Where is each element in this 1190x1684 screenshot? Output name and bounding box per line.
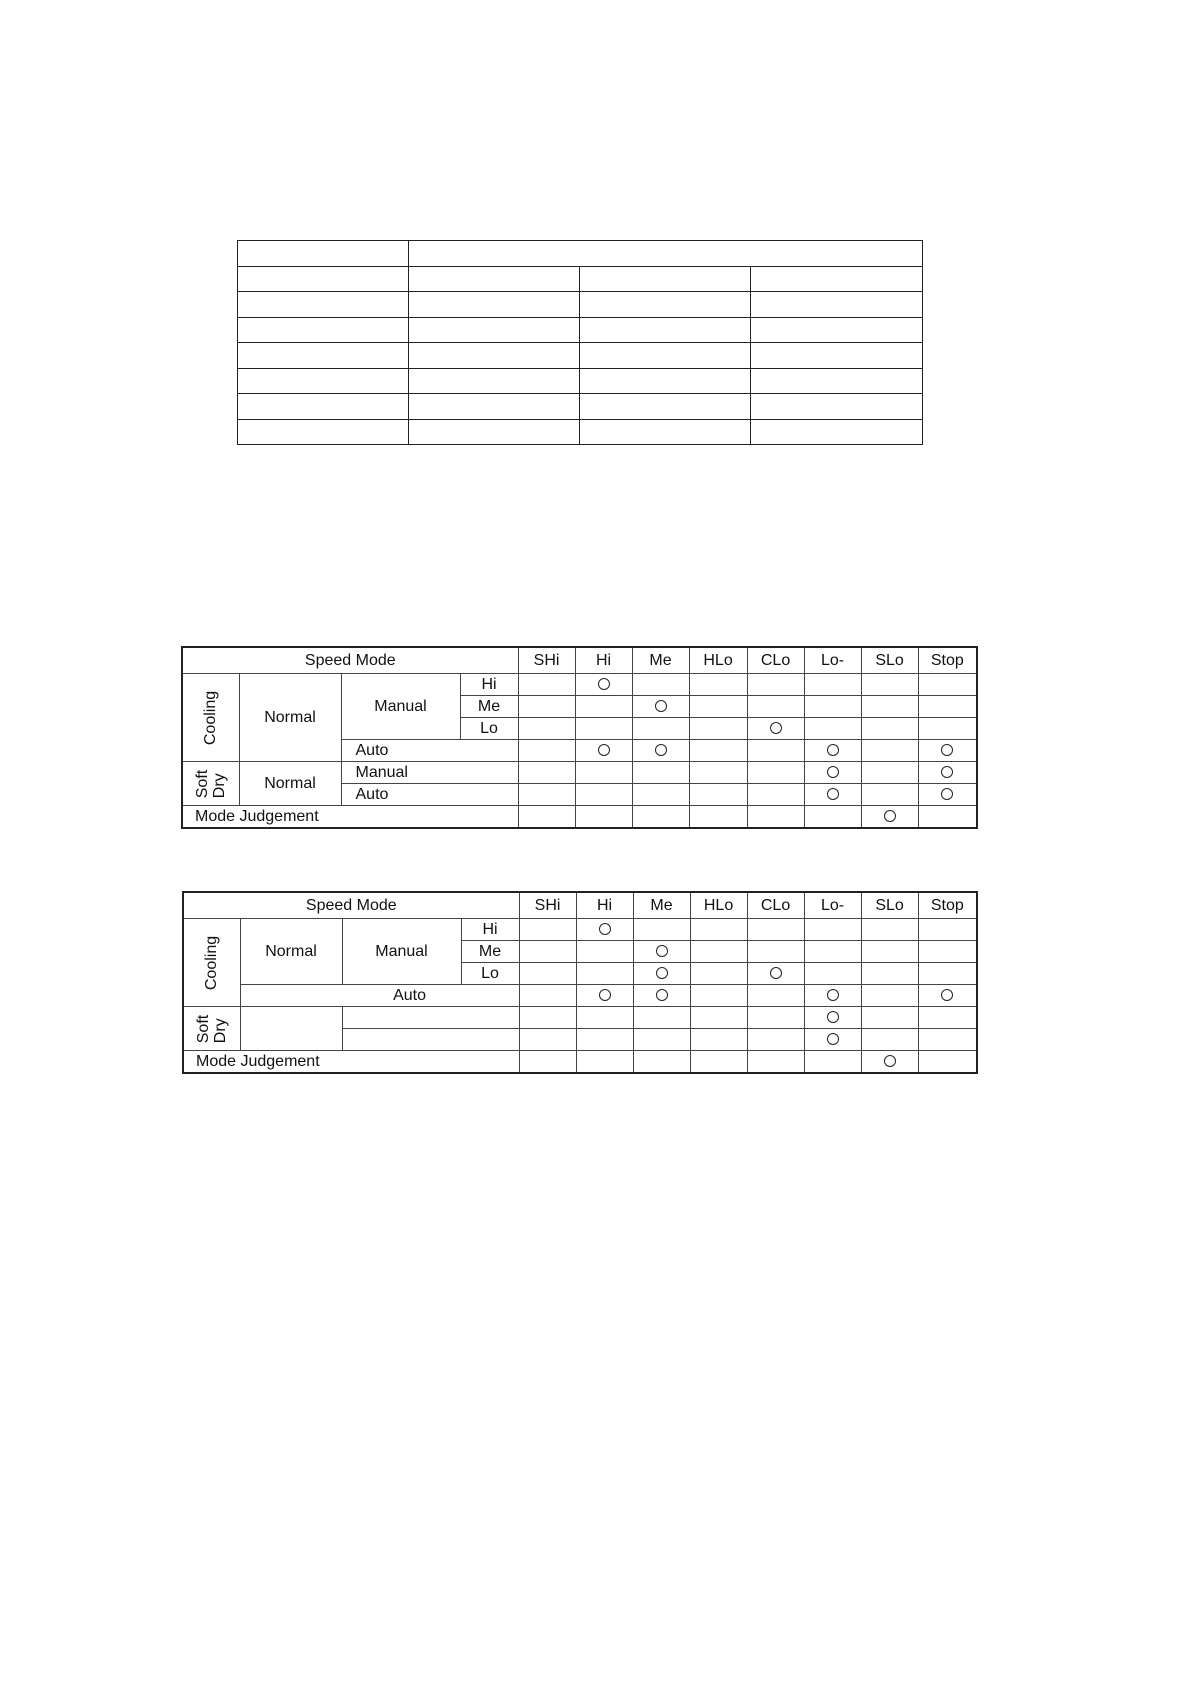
table-cell — [409, 292, 580, 318]
mark-cell — [861, 762, 918, 784]
mark-cell — [747, 1029, 804, 1051]
mark-cell — [690, 919, 747, 941]
table-cell — [409, 317, 580, 343]
table-cell — [580, 419, 751, 445]
lo-label: Lo — [460, 718, 518, 740]
table-row — [183, 985, 977, 1007]
mark-cell — [689, 696, 747, 718]
mark-cell — [747, 740, 804, 762]
circle-mark-icon — [827, 1011, 839, 1023]
mark-cell — [861, 806, 918, 829]
table-cell — [580, 394, 751, 420]
mark-cell — [804, 1007, 861, 1029]
table-cell — [238, 266, 409, 292]
mark-cell — [689, 762, 747, 784]
circle-mark-icon — [941, 766, 953, 778]
mark-cell — [576, 919, 633, 941]
cooling-cell — [182, 674, 239, 762]
mark-cell — [747, 985, 804, 1007]
mark-cell — [861, 784, 918, 806]
circle-mark-icon — [598, 744, 610, 756]
mark-cell — [804, 985, 861, 1007]
col-header-lo-minus: Lo- — [804, 647, 861, 674]
soft-label: Soft — [194, 1014, 212, 1043]
col-header-slo: SLo — [861, 892, 918, 919]
manual-label: Manual — [342, 919, 461, 985]
table-cell — [409, 368, 580, 394]
mark-cell — [519, 1029, 576, 1051]
mark-cell — [918, 1051, 977, 1074]
speed-mode-table-b — [182, 891, 978, 1074]
mode-judgement-label: Mode Judgement — [182, 806, 518, 829]
hi-label: Hi — [460, 674, 518, 696]
soft-dry-cell — [182, 762, 239, 806]
mark-cell — [519, 963, 576, 985]
mark-cell — [576, 963, 633, 985]
table-row — [183, 919, 977, 941]
dry-label: Dry — [211, 1017, 229, 1043]
circle-mark-icon — [770, 967, 782, 979]
table-cell — [409, 241, 923, 267]
circle-mark-icon — [827, 989, 839, 1001]
table-cell — [580, 368, 751, 394]
mark-cell — [575, 762, 632, 784]
speed-mode-header: Speed Mode — [182, 647, 518, 674]
mark-cell — [918, 985, 977, 1007]
mark-cell — [804, 919, 861, 941]
table-cell — [580, 317, 751, 343]
mark-cell — [804, 784, 861, 806]
circle-mark-icon — [941, 744, 953, 756]
mark-cell — [689, 740, 747, 762]
mark-cell — [633, 919, 690, 941]
mark-cell — [918, 784, 977, 806]
mark-cell — [633, 985, 690, 1007]
mark-cell — [632, 806, 689, 829]
softdry-empty-cell — [342, 1007, 519, 1029]
hi-label: Hi — [461, 919, 519, 941]
soft-label: Soft — [193, 769, 211, 798]
mark-cell — [633, 963, 690, 985]
table-cell — [751, 343, 923, 369]
circle-mark-icon — [884, 1055, 896, 1067]
circle-mark-icon — [656, 967, 668, 979]
col-header-shi: SHi — [519, 892, 576, 919]
mark-cell — [747, 1051, 804, 1074]
table-cell — [238, 419, 409, 445]
circle-mark-icon — [656, 945, 668, 957]
mark-cell — [575, 674, 632, 696]
softdry-auto-label: Auto — [341, 784, 518, 806]
mark-cell — [804, 963, 861, 985]
mark-cell — [861, 985, 918, 1007]
mark-cell — [861, 696, 918, 718]
table-row — [182, 762, 977, 784]
table-cell — [580, 343, 751, 369]
table-cell — [238, 343, 409, 369]
table-row — [238, 419, 923, 445]
mark-cell — [747, 762, 804, 784]
mark-cell — [861, 1029, 918, 1051]
mark-cell — [918, 1029, 977, 1051]
mark-cell — [747, 919, 804, 941]
mark-cell — [690, 1029, 747, 1051]
mark-cell — [690, 941, 747, 963]
col-header-shi: SHi — [518, 647, 575, 674]
table-cell — [751, 394, 923, 420]
mark-cell — [575, 696, 632, 718]
cooling-cell — [183, 919, 240, 1007]
mark-cell — [632, 718, 689, 740]
mark-cell — [690, 963, 747, 985]
mark-cell — [689, 718, 747, 740]
circle-mark-icon — [827, 788, 839, 800]
table-row — [182, 674, 977, 696]
table-cell — [580, 266, 751, 292]
mark-cell — [918, 674, 977, 696]
mark-cell — [519, 985, 576, 1007]
mark-cell — [633, 941, 690, 963]
circle-mark-icon — [827, 1033, 839, 1045]
col-header-me: Me — [632, 647, 689, 674]
table-cell — [409, 343, 580, 369]
mark-cell — [519, 1051, 576, 1074]
mark-cell — [861, 1007, 918, 1029]
col-header-hi: Hi — [576, 892, 633, 919]
circle-mark-icon — [655, 700, 667, 712]
mark-cell — [689, 784, 747, 806]
col-header-hi: Hi — [575, 647, 632, 674]
mark-cell — [861, 1051, 918, 1074]
circle-mark-icon — [599, 989, 611, 1001]
lo-label: Lo — [461, 963, 519, 985]
table-row — [183, 1007, 977, 1029]
mark-cell — [518, 718, 575, 740]
softdry-empty-cell — [342, 1029, 519, 1051]
col-header-lo-minus: Lo- — [804, 892, 861, 919]
mark-cell — [689, 806, 747, 829]
mark-cell — [861, 740, 918, 762]
mark-cell — [575, 718, 632, 740]
mark-cell — [689, 674, 747, 696]
mark-cell — [632, 784, 689, 806]
table-cell — [238, 317, 409, 343]
table-cell — [751, 317, 923, 343]
circle-mark-icon — [827, 766, 839, 778]
mark-cell — [804, 718, 861, 740]
col-header-hlo: HLo — [689, 647, 747, 674]
table-cell — [580, 292, 751, 318]
table-row — [238, 241, 923, 267]
manual-label: Manual — [341, 674, 460, 740]
circle-mark-icon — [941, 989, 953, 1001]
mark-cell — [632, 696, 689, 718]
mark-cell — [518, 784, 575, 806]
mark-cell — [918, 740, 977, 762]
mark-cell — [804, 674, 861, 696]
col-header-hlo: HLo — [690, 892, 747, 919]
table-row — [238, 266, 923, 292]
mark-cell — [804, 740, 861, 762]
table-row — [238, 292, 923, 318]
table-cell — [409, 266, 580, 292]
mark-cell — [747, 718, 804, 740]
mark-cell — [518, 740, 575, 762]
circle-mark-icon — [655, 744, 667, 756]
col-header-stop: Stop — [918, 647, 977, 674]
table-cell — [751, 368, 923, 394]
mark-cell — [804, 806, 861, 829]
mark-cell — [861, 941, 918, 963]
mark-cell — [576, 941, 633, 963]
mark-cell — [575, 740, 632, 762]
mark-cell — [747, 674, 804, 696]
table-cell — [751, 292, 923, 318]
mark-cell — [632, 762, 689, 784]
table-row — [183, 1051, 977, 1074]
mark-cell — [804, 1029, 861, 1051]
circle-mark-icon — [598, 678, 610, 690]
mark-cell — [575, 806, 632, 829]
auto-label: Auto — [240, 985, 519, 1007]
mark-cell — [575, 784, 632, 806]
mark-cell — [576, 1029, 633, 1051]
mark-cell — [519, 1007, 576, 1029]
mark-cell — [861, 674, 918, 696]
mark-cell — [690, 1007, 747, 1029]
me-label: Me — [460, 696, 518, 718]
mark-cell — [747, 963, 804, 985]
dry-label: Dry — [210, 772, 228, 798]
cooling-label: Cooling — [201, 690, 219, 745]
mark-cell — [576, 1051, 633, 1074]
table-cell — [751, 419, 923, 445]
mark-cell — [518, 806, 575, 829]
mark-cell — [918, 963, 977, 985]
mark-cell — [918, 762, 977, 784]
mark-cell — [804, 1051, 861, 1074]
cooling-label: Cooling — [202, 935, 220, 990]
mark-cell — [861, 963, 918, 985]
table-row — [182, 806, 977, 829]
mark-cell — [519, 919, 576, 941]
mark-cell — [804, 696, 861, 718]
mark-cell — [918, 806, 977, 829]
col-header-slo: SLo — [861, 647, 918, 674]
table-cell — [751, 266, 923, 292]
col-header-clo: CLo — [747, 892, 804, 919]
table-cell — [238, 292, 409, 318]
circle-mark-icon — [770, 722, 782, 734]
speed-mode-table-a — [181, 646, 978, 829]
circle-mark-icon — [941, 788, 953, 800]
mark-cell — [861, 919, 918, 941]
empty-grid-table — [237, 240, 923, 445]
mark-cell — [518, 762, 575, 784]
circle-mark-icon — [656, 989, 668, 1001]
mark-cell — [918, 718, 977, 740]
soft-dry-cell — [183, 1007, 240, 1051]
softdry-manual-label: Manual — [341, 762, 518, 784]
mode-judgement-label: Mode Judgement — [183, 1051, 519, 1074]
col-header-stop: Stop — [918, 892, 977, 919]
mark-cell — [518, 696, 575, 718]
softdry-empty-cell — [240, 1007, 342, 1051]
table-row — [238, 317, 923, 343]
circle-mark-icon — [599, 923, 611, 935]
normal-label: Normal — [240, 919, 342, 985]
table-row — [238, 368, 923, 394]
mark-cell — [633, 1051, 690, 1074]
mark-cell — [632, 740, 689, 762]
speed-mode-header: Speed Mode — [183, 892, 519, 919]
mark-cell — [690, 1051, 747, 1074]
table-cell — [238, 241, 409, 267]
mark-cell — [804, 941, 861, 963]
mark-cell — [918, 941, 977, 963]
me-label: Me — [461, 941, 519, 963]
mark-cell — [918, 1007, 977, 1029]
table-cell — [238, 394, 409, 420]
mark-cell — [747, 806, 804, 829]
table-cell — [409, 394, 580, 420]
table-row — [238, 394, 923, 420]
softdry-normal-label: Normal — [239, 762, 341, 806]
auto-label: Auto — [341, 740, 518, 762]
normal-label: Normal — [239, 674, 341, 762]
mark-cell — [518, 674, 575, 696]
mark-cell — [918, 696, 977, 718]
table-cell — [238, 368, 409, 394]
table-row — [238, 343, 923, 369]
mark-cell — [747, 696, 804, 718]
mark-cell — [632, 674, 689, 696]
mark-cell — [804, 762, 861, 784]
mark-cell — [747, 784, 804, 806]
circle-mark-icon — [827, 744, 839, 756]
header-row — [183, 892, 977, 919]
col-header-me: Me — [633, 892, 690, 919]
mark-cell — [633, 1029, 690, 1051]
header-row — [182, 647, 977, 674]
mark-cell — [633, 1007, 690, 1029]
mark-cell — [747, 941, 804, 963]
mark-cell — [747, 1007, 804, 1029]
col-header-clo: CLo — [747, 647, 804, 674]
circle-mark-icon — [884, 810, 896, 822]
mark-cell — [861, 718, 918, 740]
mark-cell — [690, 985, 747, 1007]
mark-cell — [918, 919, 977, 941]
table-cell — [409, 419, 580, 445]
mark-cell — [576, 985, 633, 1007]
mark-cell — [576, 1007, 633, 1029]
mark-cell — [519, 941, 576, 963]
